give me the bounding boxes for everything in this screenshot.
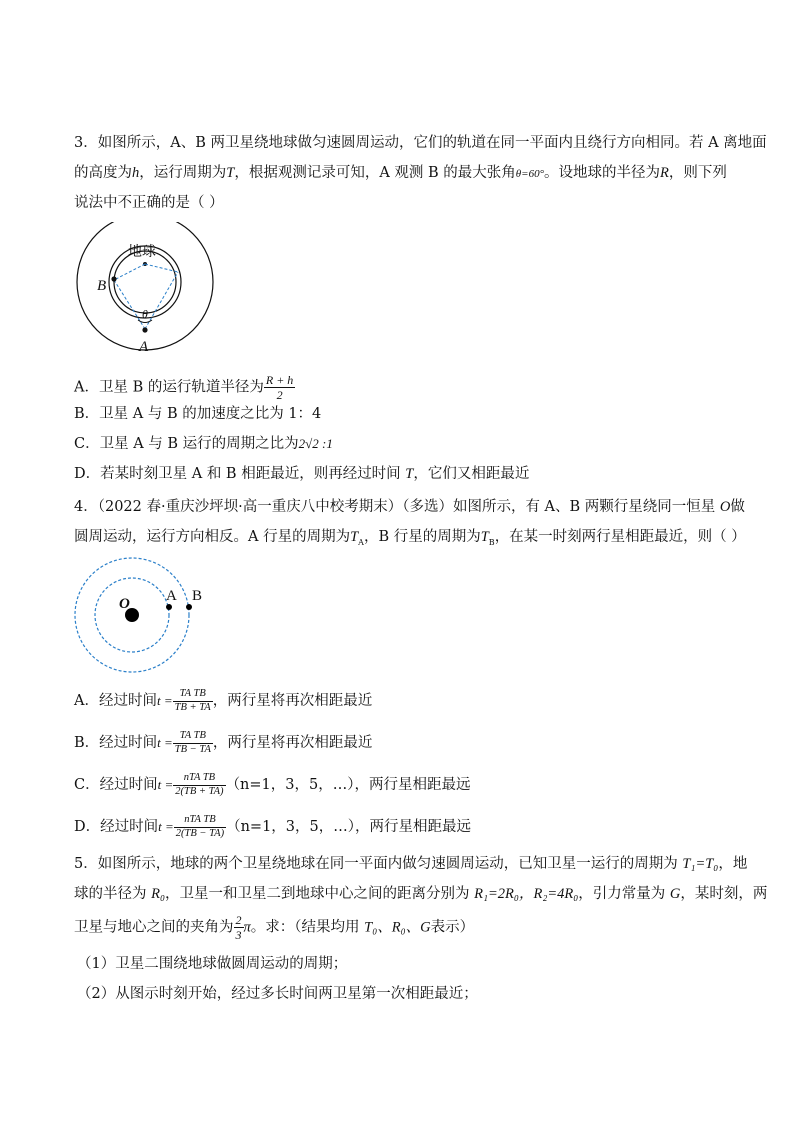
- satellite-a-label: A: [139, 339, 149, 355]
- q3-option-a: A．卫星 B 的运行轨道半径为 $\frac{R + h}{2}$: [74, 373, 294, 402]
- q4-stem-line1: 4．（2022 春·重庆沙坪坝·高一重庆八中校考期末）（多选）如图所示，有 A、B 两颗行星绕同一恒星 O做: [74, 499, 745, 515]
- star-o-label: O: [119, 596, 130, 612]
- q3-stem-line1: 3．如图所示，A、B 两卫星绕地球做匀速圆周运动，它们的轨道在同一平面内且绕行方向相同。若 A 离地面: [74, 135, 767, 151]
- planet-b-label: B: [192, 588, 203, 604]
- q3-stem-line2: 的高度为h，运行周期为T，根据观测记录可知，A 观测 B 的最大张角θ=60°。设地球的半径为R，则下列: [74, 165, 727, 181]
- q5-stem-line2: 球的半径为 R₀，卫星一和卫星二到地球中心之间的距离分别为 R₁=2R₀，R₂=4R₀，引力常量为 G，某时刻，两: [74, 886, 768, 902]
- q5-subquestion-2: （2）从图示时刻开始，经过多长时间两卫星第一次相距最近；: [77, 986, 478, 1002]
- theta-label: θ: [142, 307, 148, 321]
- q5-stem-line3: 卫星与地心之间的夹角为 $\frac{2}{3}$ π。求：（结果均用 T₀、R₀、G表示）: [74, 913, 475, 942]
- q3-option-c: C．卫星 A 与 B 运行的周期之比为2√2 :1: [74, 436, 333, 452]
- planet-a-label: A: [166, 588, 177, 604]
- q5-subquestion-1: （1）卫星二围绕地球做圆周运动的周期；: [77, 956, 348, 972]
- q4-option-c: C．经过时间t = $\frac{\text{nTA TB}}{2(TB + TA)}$ （n=1，3，5，…），两行星相距最远: [74, 772, 471, 797]
- q4-stem-line2: 圆周运动，运行方向相反。A 行星的周期为$T_A$，B 行星的周期为$T_B$，在某一时刻两行星相距最近，则（ ）: [74, 529, 746, 547]
- q3-option-d: D．若某时刻卫星 A 和 B 相距最近，则再经过时间 T，它们又相距最近: [74, 466, 530, 482]
- q4-option-a: A．经过时间t = $\frac{\text{TA TB}}{TB + TA}$ ，两行星将再次相距最近: [74, 688, 373, 713]
- q4-option-d: D．经过时间t = $\frac{\text{nTA TB}}{2(TB - TA)}$ （n=1，3，5，…），两行星相距最远: [74, 814, 472, 839]
- q5-stem-line1: 5．如图所示，地球的两个卫星绕地球在同一平面内做匀速圆周运动，已知卫星一运行的周期为 T₁=T₀，地: [74, 856, 748, 872]
- q3-option-b: B．卫星 A 与 B 的加速度之比为 1：4: [74, 406, 322, 422]
- earth-label: 地球: [128, 244, 156, 260]
- satellite-b-label: B: [97, 278, 107, 294]
- q3-stem-line3: 说法中不正确的是（ ）: [74, 195, 224, 211]
- q4-orbit-figure: [72, 555, 217, 675]
- q3-orbit-figure: [72, 222, 222, 357]
- q4-option-b: B．经过时间t = $\frac{\text{TA TB}}{TB - TA}$ ，两行星将再次相距最近: [74, 730, 373, 755]
